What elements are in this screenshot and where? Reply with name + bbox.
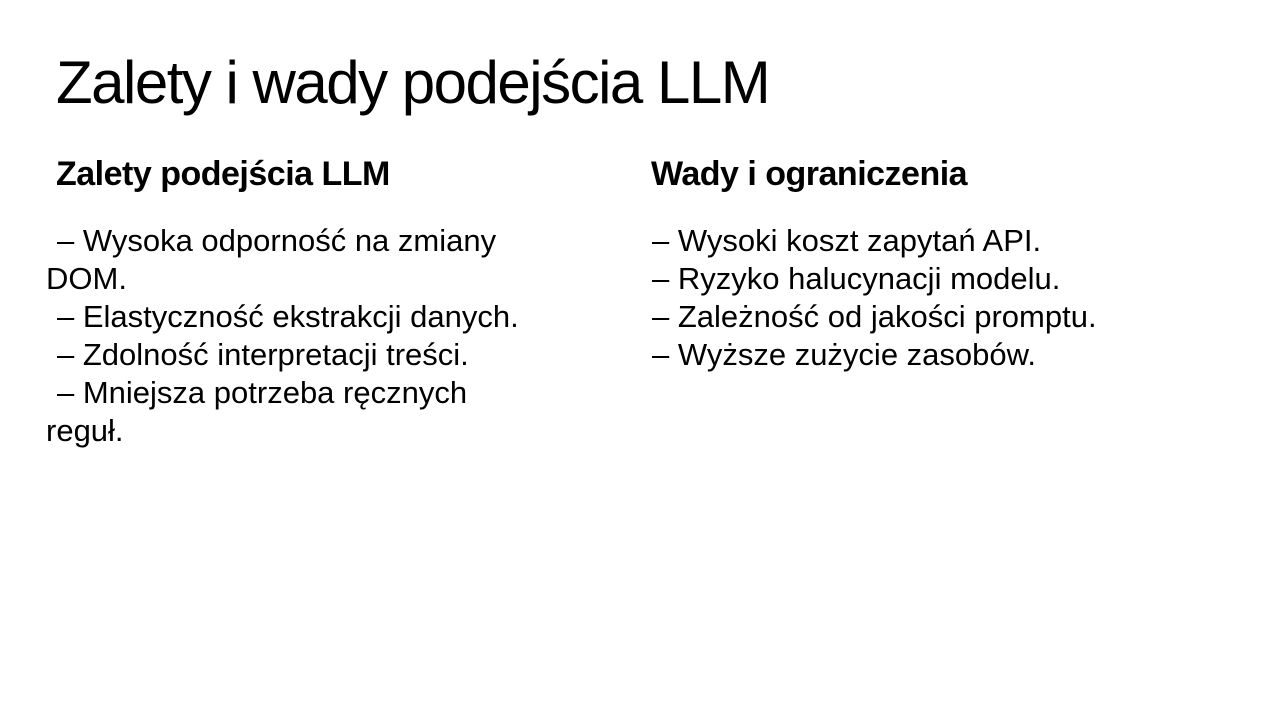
disadvantages-list xyxy=(641,222,1226,374)
bullet-line-continuation: DOM. xyxy=(46,261,127,296)
bullet-line: – Wysoki koszt zapytań API. xyxy=(652,223,1042,258)
advantages-list xyxy=(46,222,631,450)
bullet-line: – Wyższe zużycie zasobów. xyxy=(652,337,1036,372)
bullet-line: – Ryzyko halucynacji modelu. xyxy=(652,261,1061,296)
disadvantages-column xyxy=(641,152,1226,374)
bullet-line: – Zależność od jakości promptu. xyxy=(652,299,1097,334)
slide-title: Zalety i wady podejścia LLM xyxy=(56,49,770,116)
bullet-line-continuation: reguł. xyxy=(46,413,124,448)
bullet-line: – Zdolność interpretacji treści. xyxy=(57,337,469,372)
advantages-heading: Zalety podejścia LLM xyxy=(56,155,390,193)
disadvantages-heading: Wady i ograniczenia xyxy=(651,155,968,193)
bullet-line: – Mniejsza potrzeba ręcznych xyxy=(57,375,468,410)
bullet-line: – Wysoka odporność na zmiany xyxy=(57,223,497,258)
advantages-column xyxy=(46,152,631,450)
bullet-line: – Elastyczność ekstrakcji danych. xyxy=(57,299,519,334)
